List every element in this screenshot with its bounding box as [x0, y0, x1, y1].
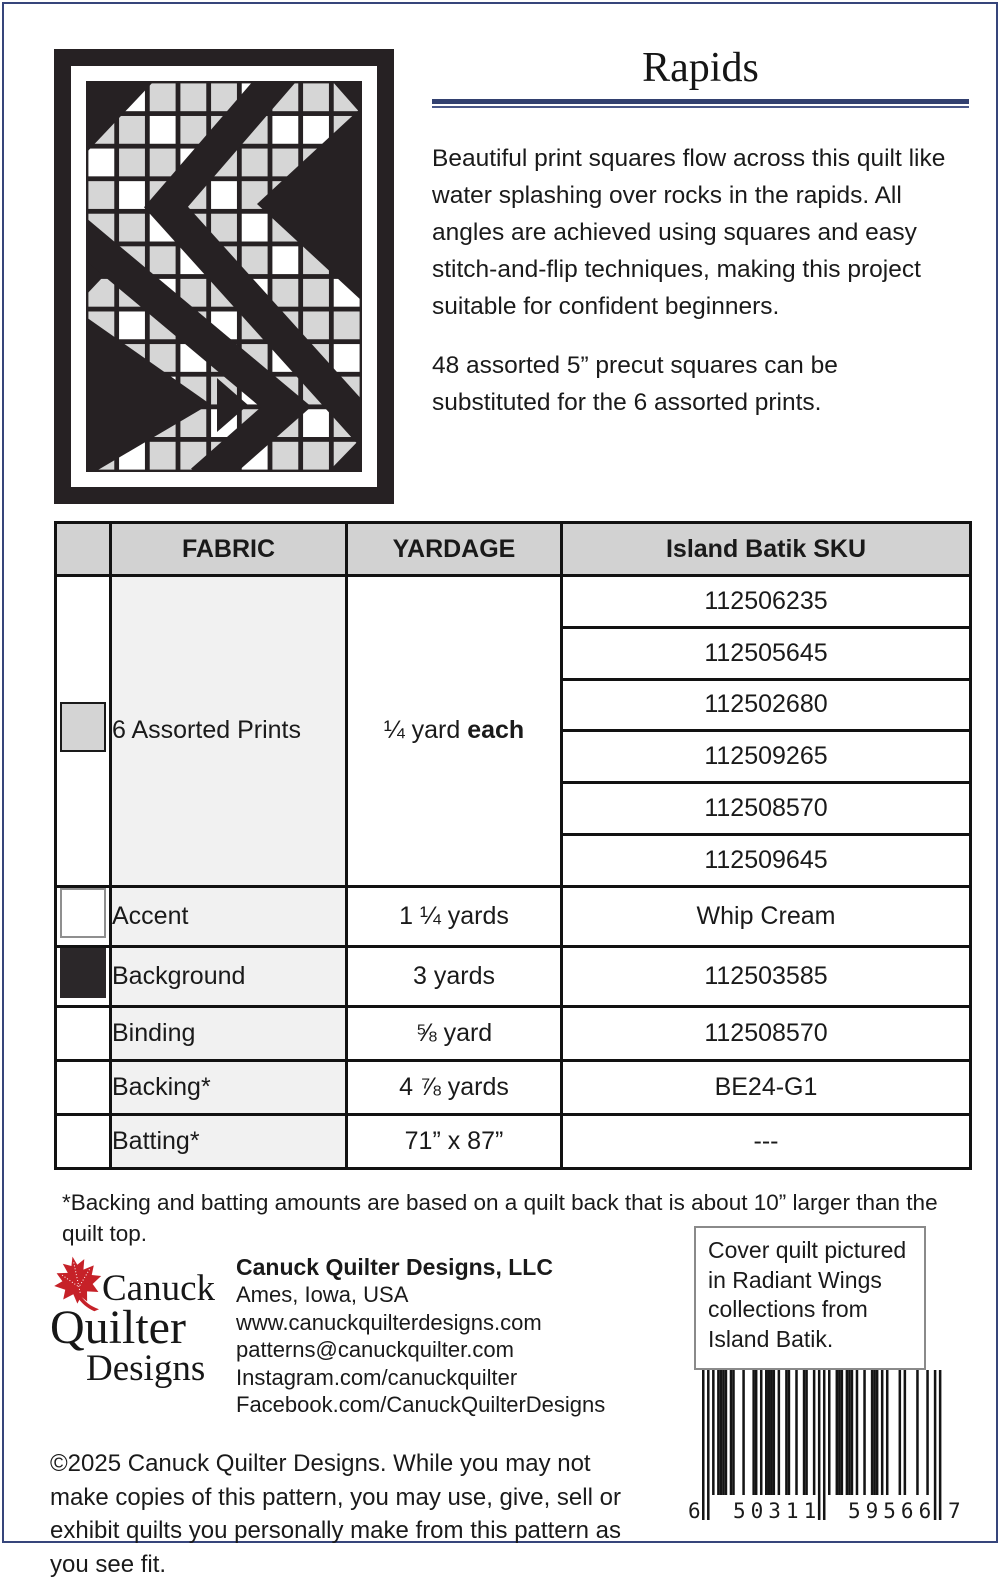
yardage-cell: 4 ⅞ yards	[347, 1060, 562, 1114]
background-swatch-cell	[56, 946, 111, 1006]
table-header-row	[56, 523, 971, 576]
batting-swatch-cell	[56, 1114, 111, 1168]
company-email-link[interactable]: patterns@canuckquilter.com	[236, 1337, 514, 1362]
page-title: Rapids	[642, 45, 759, 91]
fabric-name-cell: Batting*	[111, 1114, 347, 1168]
table-row	[56, 1114, 971, 1168]
barcode-left-digit: 6	[688, 1499, 701, 1523]
intro-paragraph-2: 48 assorted 5” precut squares can be substituted for the 6 assorted prints.	[432, 352, 838, 416]
accent-swatch	[60, 888, 106, 938]
sku-cell: 112508570	[562, 1006, 971, 1060]
table-row	[56, 886, 971, 946]
yardage-cell: 71” x 87”	[347, 1114, 562, 1168]
sku-cell: 112506235	[562, 576, 971, 628]
title-divider	[432, 99, 969, 108]
company-name: Canuck Quilter Designs, LLC	[236, 1254, 553, 1280]
table-row	[56, 1006, 971, 1060]
cover-quilt-note-box: Cover quilt pictured in Radiant Wings collections from Island Batik.	[694, 1226, 926, 1370]
company-website-link[interactable]: www.canuckquilterdesigns.com	[236, 1309, 542, 1335]
table-row	[56, 1060, 971, 1114]
fabric-column-header: FABRIC	[111, 523, 347, 576]
fabric-name-cell: Accent	[111, 886, 347, 946]
yardage-bold-text: each	[467, 716, 525, 745]
company-location: Ames, Iowa, USA	[236, 1282, 409, 1307]
canuck-quilter-logo	[50, 1253, 240, 1423]
barcode-left-group: 50311	[733, 1499, 822, 1523]
table-row	[56, 576, 971, 628]
table-row	[56, 946, 971, 1006]
sku-cell: ---	[562, 1114, 971, 1168]
company-facebook-link[interactable]: Facebook.com/CanuckQuilterDesigns	[236, 1392, 606, 1417]
quilt-pattern-image	[54, 49, 394, 504]
fabric-name-cell: Backing*	[111, 1060, 347, 1114]
logo-word-quilter: Quilter	[50, 1301, 186, 1354]
intro-section	[432, 44, 969, 421]
sku-cell: 112509265	[562, 731, 971, 783]
backing-footnote: *Backing and batting amounts are based on a quilt back that is about 10” larger than the quilt top.	[62, 1189, 938, 1246]
sku-cell: 112505645	[562, 627, 971, 679]
prints-swatch-cell	[56, 576, 111, 887]
fabric-name-cell: Binding	[111, 1006, 347, 1060]
yardage-cell	[347, 576, 562, 887]
swatch-column-header	[56, 523, 111, 576]
yardage-cell: ⅝ yard	[347, 1006, 562, 1060]
copyright-notice: ©2025 Canuck Quilter Designs. While you may not make copies of this pattern, you may use, give, sell or exhibit quilts you personally make from this pattern as you see fit.	[50, 1450, 621, 1578]
sku-cell: Whip Cream	[562, 886, 971, 946]
accent-swatch-cell	[56, 886, 111, 946]
sku-cell: BE24-G1	[562, 1060, 971, 1114]
fabric-requirements-table	[54, 521, 972, 1170]
yardage-cell: 3 yards	[347, 946, 562, 1006]
sku-column-header: Island Batik SKU	[562, 523, 971, 576]
backing-swatch-cell	[56, 1060, 111, 1114]
sku-cell: 112509645	[562, 834, 971, 886]
sku-cell: 112502680	[562, 679, 971, 731]
sku-cell: 112503585	[562, 946, 971, 1006]
background-swatch	[60, 948, 106, 998]
yardage-text: ¼ yard	[383, 716, 468, 745]
fabric-name-cell: Background	[111, 946, 347, 1006]
prints-swatch	[60, 702, 106, 752]
pattern-back-cover-page	[2, 2, 998, 1578]
company-info-block	[236, 1253, 656, 1419]
barcode-right-digit: 7	[948, 1499, 961, 1523]
logo-word-designs: Designs	[86, 1348, 206, 1389]
company-instagram-link[interactable]: Instagram.com/canuckquilter	[236, 1364, 518, 1390]
fabric-name-cell: 6 Assorted Prints	[111, 576, 347, 887]
upc-barcode	[676, 1368, 966, 1524]
sku-cell: 112508570	[562, 783, 971, 835]
yardage-column-header: YARDAGE	[347, 523, 562, 576]
intro-paragraph-1: Beautiful print squares flow across this quilt like water splashing over rocks in the rapids. All angles are achieved using squares and easy stitch-and-flip techniques, making this project suitable for confident beginners.	[432, 145, 946, 320]
barcode-right-group: 59566	[848, 1499, 937, 1523]
binding-swatch-cell	[56, 1006, 111, 1060]
yardage-cell: 1 ¼ yards	[347, 886, 562, 946]
logo-word-canuck: Canuck	[102, 1268, 216, 1309]
